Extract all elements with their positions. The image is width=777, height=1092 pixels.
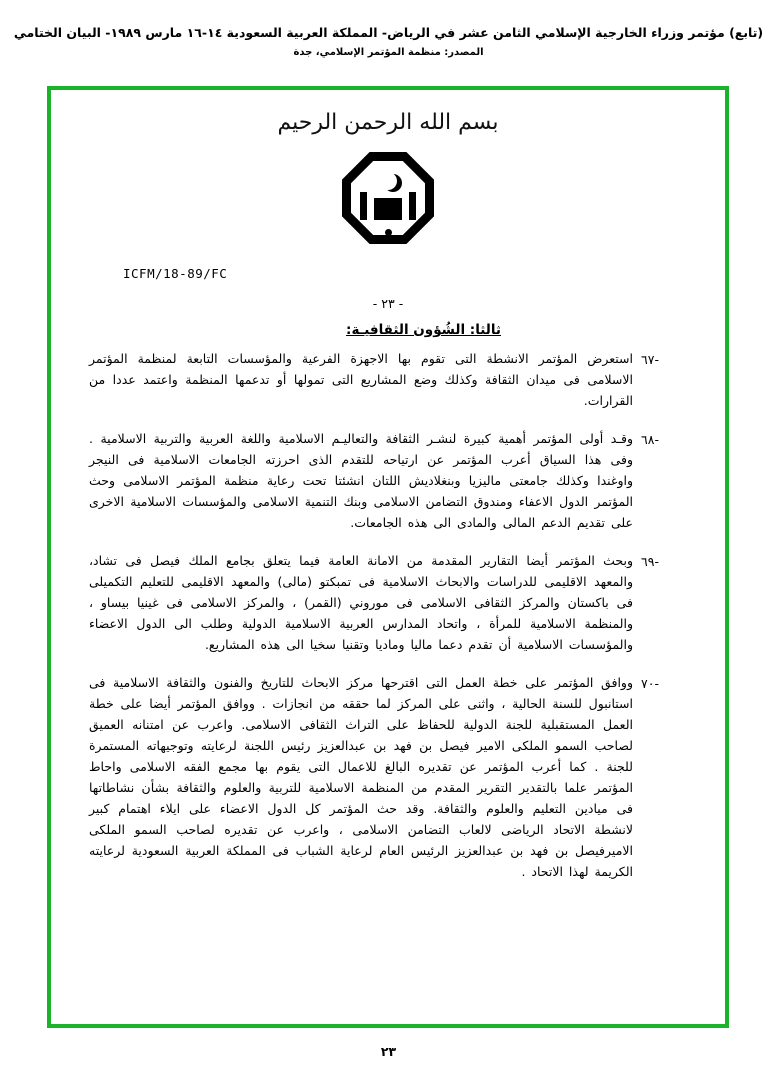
document-header xyxy=(0,24,777,60)
paragraph-68 xyxy=(89,428,687,533)
emblem-dot-icon xyxy=(385,229,392,236)
basmala-text: بسم الله الرحمن الرحيم xyxy=(277,110,499,135)
paragraph-69 xyxy=(89,550,687,655)
paragraph-text: ووافق المؤتمر على خطة العمل التى اقترحها مركز الابحاث للتاريخ والفنون والثقافة الاسلامية فى استانبول للسنة الحالية ، واثنى على المركز لما حققه من انجازات . ووافق المؤتمر أيضا على خطة العمل المستقبلية للجنة الدولية للحفاظ على التراث الثقافى الاسلامى. واعرب عن امتنانه العميق لصاحب السمو الملكى الامير فيصل بن فهد بن عبدالعزيز رئيس اللجنة لرعايته وتوجيهاته المستمرة للجنة . كما أعرب المؤتمر عن تقديره البالغ للاعمال التى يقوم بها مجمع الفقه الاسلامى واحاط المؤتمر علما بالتقدير التقرير المقدم من المنظمة الاسلامية للتربية والعلوم والثقافة بشأن نشاطاتها فى ميادين التعليم والعلوم والثقافة. وقد حث المؤتمر كل الدول الاعضاء على ايلاء اهتمام كبير لانشطة الاتحاد الرياضى لالعاب التضامن الاسلامى ، واعرب عن تقديره لصاحب السمو الملكى الاميرفيصل بن فهد بن عبدالعزيز الرئيس العام لرعاية الشباب فى المملكة العربية السعودية لرعايته الكريمة لهذا الاتحاد . xyxy=(89,675,633,879)
paragraph-70 xyxy=(89,672,687,882)
minaret-left-icon xyxy=(360,192,367,220)
page-frame xyxy=(47,86,729,1028)
section-title: ثالثا: الشُؤون الثقافيـة: xyxy=(346,322,501,338)
paragraph-number: -٦٧ xyxy=(641,352,659,367)
kaaba-icon xyxy=(374,198,402,220)
paragraph-text: استعرض المؤتمر الانشطة التى تقوم بها الاجهزة الفرعية والمؤسسات التابعة لمنظمة المؤتمر الاسلامى فى ميدان الثقافة وكذلك وضع المشاريع التى تمولها أو تدعمها المنظمة واعتمد عددا من القرارات. xyxy=(89,351,633,408)
paragraph-number: -٦٩ xyxy=(641,554,659,569)
oic-emblem-icon xyxy=(342,152,434,244)
paragraph-67 xyxy=(89,348,687,411)
paragraph-text: وقـد أولى المؤتمر أهمية كبيرة لنشـر الثقافة والتعاليـم الاسلامية واللغة العربية والتربية الاسلامية . وفى هذا السياق أعرب المؤتمر عن ارتياحه للتقدم الذى احرزته الجامعات الاسلامية فى النيجر واوغندا وكذلك جامعتى ماليزيا وبنغلاديش اللتان انشئتا تحت رعاية منظمة المؤتمر الاسلامى وحث المؤتمر الدول الاعفاء ومندوق التضامن الاسلامى وبنك التنمية الاسلامى والمؤسسات الاسلامية الاخرى على تقديم الدعم المالى والمادى الى هذه الجامعات. xyxy=(89,431,633,530)
page-number-marker: - ٢٣ - xyxy=(372,296,404,311)
emblem-container xyxy=(51,152,725,248)
paragraph-number: -٦٨ xyxy=(641,432,659,447)
paragraph-text: وبحث المؤتمر أيضا التقارير المقدمة من الامانة العامة فيما يتعلق بجامع الملك فيصل فى تشاد، والمعهد الاقليمى للدراسات والابحاث الاسلامية فى تمبكتو (مالى) والمعهد الاقليمى للتعليم التكميلى فى باكستان والمركز الثقافى الاسلامى فى موروني (القمر) ، والمركز الاسلامى فى غينيا بيساو ، والمنظمة الاسلامية للمرأة ، واتحاد المدارس العربية الاسلامية الدولية وطلب الى الدول الاعضاء والمؤسسات الاسلامية أن تقدم دعما ماليا وماديا وتقنيا سخيا الى هذه المشاريع. xyxy=(89,553,633,652)
crescent-icon xyxy=(379,172,397,190)
minaret-right-icon xyxy=(409,192,416,220)
page-inner xyxy=(51,90,725,1024)
paragraph-number: -٧٠ xyxy=(641,676,659,691)
header-source: المصدر: منظمة المؤتمر الإسلامي، جدة xyxy=(293,47,484,58)
document-body xyxy=(51,322,725,899)
document-code: ICFM/18-89/FC xyxy=(123,266,228,281)
page-folio: ٢٣ xyxy=(380,1044,397,1059)
header-title: (تابع) مؤتمر وزراء الخارجية الإسلامي الثامن عشر في الرياض- المملكة العربية السعودية ١٤-١٦ مارس ١٩٨٩- البيان الختامي xyxy=(13,25,764,40)
